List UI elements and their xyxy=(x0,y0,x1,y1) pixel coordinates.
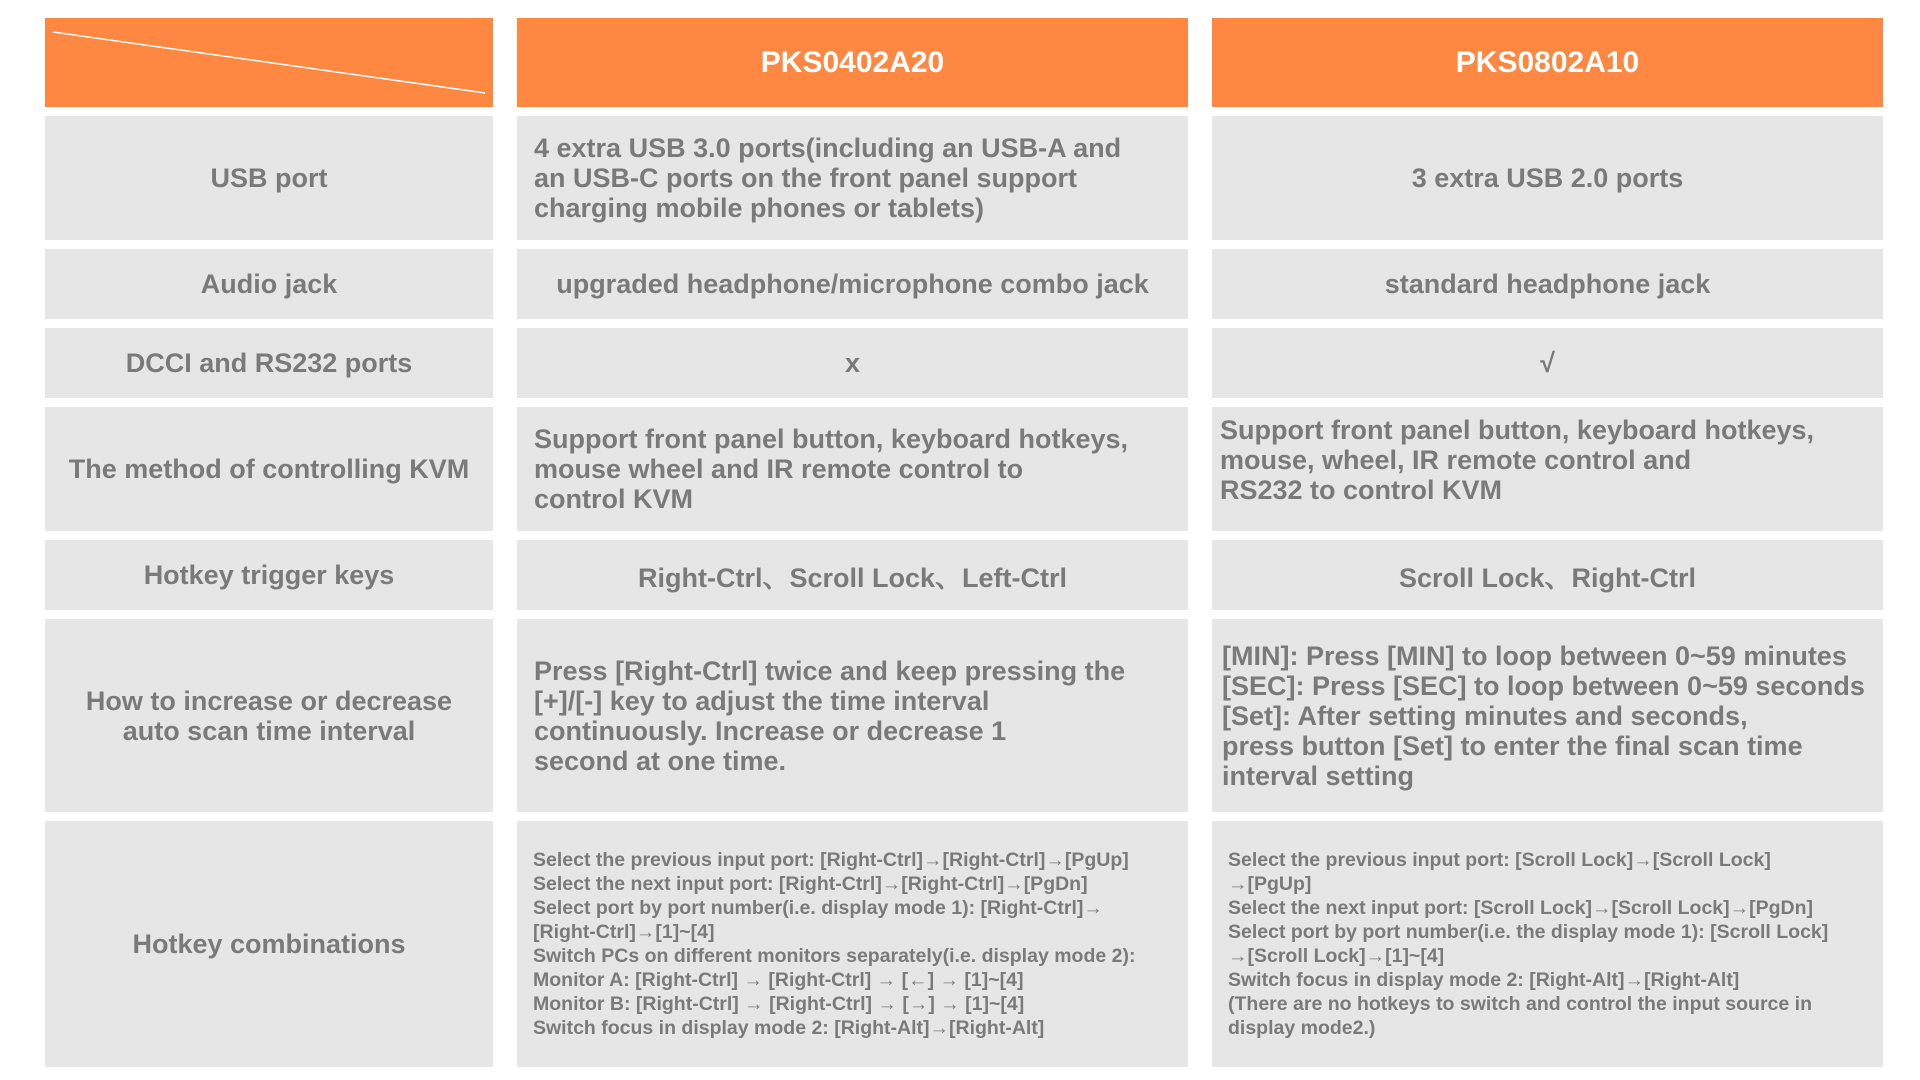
cell-text: Right-Ctrl、Scroll Lock、Left-Ctrl xyxy=(638,562,1067,593)
row-label-hotkey-combinations xyxy=(45,821,493,1067)
cell-dcci-rs232-pks0402a20 xyxy=(517,328,1188,398)
cell-text: upgraded headphone/microphone combo jack xyxy=(556,268,1149,299)
row-label: The method of controlling KVM xyxy=(68,454,470,484)
header-model-pks0802a10 xyxy=(1212,18,1883,107)
cell-text: Scroll Lock、Right-Ctrl xyxy=(1398,562,1696,593)
cell-audio-jack-pks0402a20 xyxy=(517,249,1188,319)
cell-text: Press [Right-Ctrl] twice and keep pressing the [+]/[-] key to adjust the time interval continuously. Increase or decrease 1 second at one time. xyxy=(534,655,1126,776)
row-label: USB port xyxy=(210,163,328,193)
cell-text: Support front panel button, keyboard hotkeys, mouse, wheel, IR remote control and RS232 to control KVM xyxy=(1220,415,1815,505)
cell-text: Support front panel button, keyboard hotkeys, mouse wheel and IR remote control to control KVM xyxy=(534,424,1129,514)
cell-kvm-control-pks0402a20 xyxy=(517,407,1188,531)
row-label-kvm-control-method xyxy=(45,407,493,531)
cell-auto-scan-pks0402a20 xyxy=(517,619,1188,812)
cross-mark: x xyxy=(844,347,861,378)
row-label-hotkey-trigger xyxy=(45,540,493,610)
row-label: Audio jack xyxy=(200,269,338,299)
row-label-usb-port xyxy=(45,116,493,240)
cell-kvm-control-pks0802a10 xyxy=(1212,407,1883,531)
cell-usb-port-pks0802a10 xyxy=(1212,116,1883,240)
cell-text: standard headphone jack xyxy=(1384,268,1711,299)
row-label-dcci-rs232 xyxy=(45,328,493,398)
header-label: PKS0402A20 xyxy=(760,45,945,79)
header-label: PKS0802A10 xyxy=(1455,45,1640,79)
cell-hotkey-combinations-pks0402a20 xyxy=(517,821,1188,1067)
cell-text: 3 extra USB 2.0 ports xyxy=(1411,162,1684,193)
cell-auto-scan-pks0802a10 xyxy=(1212,619,1883,812)
cell-audio-jack-pks0802a10 xyxy=(1212,249,1883,319)
cell-text: 4 extra USB 3.0 ports(including an USB-A and an USB-C ports on the front panel support charging mobile phones or tablets) xyxy=(534,133,1122,223)
cell-hotkey-trigger-pks0802a10 xyxy=(1212,540,1883,610)
diagonal-divider xyxy=(45,18,493,107)
row-label-auto-scan-interval xyxy=(45,619,493,812)
row-label-audio-jack xyxy=(45,249,493,319)
header-model-pks0402a20 xyxy=(517,18,1188,107)
row-label: Hotkey trigger keys xyxy=(143,560,395,590)
cell-dcci-rs232-pks0802a10 xyxy=(1212,328,1883,398)
row-label: Hotkey combinations xyxy=(132,929,406,959)
row-label: How to increase or decrease auto scan time interval xyxy=(85,685,453,746)
check-mark: √ xyxy=(1540,347,1555,378)
header-corner-cell xyxy=(45,18,493,107)
cell-hotkey-combinations-pks0802a10 xyxy=(1212,821,1883,1067)
cell-text: Select the previous input port: [Scroll Lock]→[Scroll Lock] →[PgUp] Select the next input port: [Scroll Lock]→[Scroll Lock]→[PgDn] Select port by port number(i.e. the display mode 1): [Scroll Lock] →[Scroll Lock]→[1]~[4] Switch focus in display mode 2: [Right-Alt]→[Right-Alt] (There are no hotkeys to switch and control the input source in display mode2.) xyxy=(1228,849,1829,1039)
cell-text: [MIN]: Press [MIN] to loop between 0~59 minutes [SEC]: Press [SEC] to loop between 0~59 seconds [Set]: After setting minutes and seconds, press button [Set] to enter the final scan time interval setting xyxy=(1222,640,1865,791)
cell-text: Select the previous input port: [Right-Ctrl]→[Right-Ctrl]→[PgUp] Select the next input port: [Right-Ctrl]→[Right-Ctrl]→[PgDn] Select port by port number(i.e. display mode 1): [Right-Ctrl]→ [Right-Ctrl]→[1]~[4] Switch PCs on different monitors separately(i.e. display mode 2): Monitor A: [Right-Ctrl] → [Right-Ctrl] → [←] → [1]~[4] Monitor B: [Right-Ctrl] → [Right-Ctrl] → [→] → [1]~[4] Switch focus in display mode 2: [Right-Alt]→[Right-Alt] xyxy=(533,849,1136,1039)
cell-usb-port-pks0402a20 xyxy=(517,116,1188,240)
cell-hotkey-trigger-pks0402a20 xyxy=(517,540,1188,610)
row-label: DCCI and RS232 ports xyxy=(125,348,413,378)
